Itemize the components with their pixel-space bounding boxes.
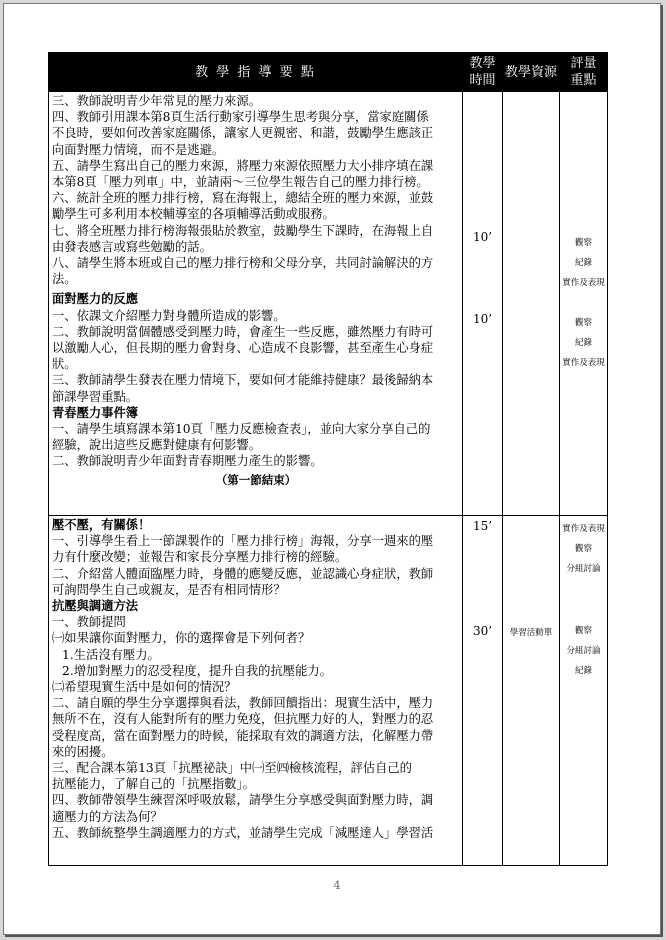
- text-line: 本第8頁「壓力列車」中，並請兩～三位學生報告自己的壓力排行榜。: [52, 175, 429, 190]
- text-line: 來的困擾。: [52, 744, 114, 759]
- page-number: 4: [333, 879, 341, 892]
- table-row: [49, 92, 608, 516]
- text-line: 無所不在，沒有人能對所有的壓力免疫，但抗壓力好的人，對壓力的忍: [52, 712, 434, 727]
- text-line: 三、教師說明青少年常見的壓力來源。: [52, 94, 262, 108]
- text-line: 狀。: [52, 357, 77, 372]
- header-guidance: 教 學 指 導 要 點: [49, 53, 463, 92]
- text-line: 不良時，要如何改善家庭關係，讓家人更親密、和諧，鼓勵學生應該正: [52, 126, 434, 141]
- text-line: 二、教師說明青少年面對青春期壓力產生的影響。: [52, 454, 323, 469]
- text-line: 六、統計全班的壓力排行榜，寫在海報上，總結全班的壓力來源，並鼓: [52, 191, 434, 206]
- text-line: 七、將全班壓力排行榜海報張貼於教室，鼓勵學生下課時，在海報上自: [52, 223, 434, 238]
- eval-item: 紀錄: [574, 338, 592, 348]
- table-row: [49, 516, 608, 866]
- eval-item: 觀察: [574, 544, 592, 554]
- evaluation-cell: [560, 516, 608, 866]
- text-line: 適壓力的方法為何？: [52, 809, 163, 824]
- time-value: 30’: [472, 624, 493, 638]
- paragraph-block: [52, 93, 460, 287]
- text-line: 二、介紹當人體面臨壓力時，身體的應變反應，並認識心身症狀，教師: [52, 566, 434, 581]
- guidance-cell: [49, 516, 463, 866]
- text-line: ㈡希望現實生活中是如何的情況？: [52, 680, 237, 695]
- header-resource: 教學資源: [503, 53, 560, 92]
- header-time: 教學 時間: [463, 53, 503, 92]
- text-line: 三、配合課本第13頁「抗壓祕訣」中㈠至㈣檢核流程，評估自己的: [52, 761, 412, 776]
- text-line: ㈠如果讓你面對壓力，你的選擇會是下列何者？: [52, 631, 311, 646]
- paragraph-block: [52, 679, 460, 841]
- text-line: 二、教師說明當個體感受到壓力時，會產生一些反應，雖然壓力有時可: [52, 324, 434, 339]
- resource-cell: [503, 516, 560, 866]
- eval-item: 實作及表現: [562, 358, 605, 368]
- document-page: [3, 3, 661, 935]
- time-value: 15’: [472, 519, 493, 533]
- evaluation-cell: [560, 92, 608, 516]
- option-item: 1.生活沒有壓力。: [62, 647, 160, 662]
- table-header-row: [49, 53, 608, 92]
- text-line: 節課學習重點。: [52, 389, 139, 404]
- eval-item: 觀察: [574, 626, 592, 636]
- section-heading: 抗壓與調適方法: [52, 598, 139, 614]
- option-list: [52, 647, 460, 679]
- text-line: 八、請學生將本班或自己的壓力排行榜和父母分享，共同討論解決的方: [52, 256, 434, 271]
- paragraph-block: [52, 308, 460, 405]
- text-line: 抗壓能力，了解自己的「抗壓指數」。: [52, 777, 255, 792]
- text-line: 受程度高，當在面對壓力的時候，能採取有效的調適方法，化解壓力帶: [52, 728, 434, 743]
- section-heading: 青春壓力事件簿: [52, 404, 139, 420]
- text-line: 一、教師提問: [52, 615, 126, 630]
- time-cell: [463, 516, 503, 866]
- eval-item: 觀察: [574, 238, 592, 248]
- paragraph-block: [52, 614, 460, 646]
- resource-item: 學習活動單: [509, 628, 553, 638]
- text-line: 五、教師統整學生調適壓力的方式，並請學生完成「減壓達人」學習活: [52, 825, 434, 840]
- text-line: 由發表感言或寫些勉勵的話。: [52, 239, 212, 254]
- text-line: 五、請學生寫出自己的壓力來源，將壓力來源依照壓力大小排序填在課: [52, 158, 434, 173]
- time-value: 10’: [472, 312, 493, 326]
- section-end-mark: （第一節結束）: [215, 472, 297, 487]
- text-line: 一、請學生填寫課本第10頁「壓力反應檢查表」，並向大家分享自己的: [52, 422, 431, 437]
- paragraph-block: [52, 421, 460, 470]
- text-line: 以激勵人心，但長期的壓力會對身、心造成不良影響，甚至產生心身症: [52, 341, 434, 356]
- text-line: 四、教師引用課本第8頁生活行動家引導學生思考與分享，當家庭關係: [52, 110, 429, 125]
- text-line: 向面對壓力情境，而不是逃避。: [52, 142, 225, 157]
- section-heading: 壓不壓，有關係！: [52, 517, 151, 532]
- text-line: 一、引導學生看上一節課製作的「壓力排行榜」海報，分享一週來的壓: [52, 534, 434, 549]
- eval-item: 實作及表現: [562, 524, 605, 534]
- text-line: 可詢問學生自己或親友，是否有相同情形？: [52, 582, 286, 597]
- resource-cell: [503, 92, 560, 516]
- text-line: 力有什麼改變；並報告和家長分享壓力排行榜的經驗。: [52, 550, 348, 565]
- text-line: 四、教師帶領學生練習深呼吸放鬆，請學生分享感受與面對壓力時，調: [52, 793, 434, 808]
- header-evaluation: 評量 重點: [560, 53, 608, 92]
- text-line: 經驗，說出這些反應對健康有何影響。: [52, 438, 262, 453]
- eval-item: 實作及表現: [562, 278, 605, 288]
- eval-item: 紀錄: [574, 258, 592, 268]
- eval-item: 分組討論: [566, 646, 601, 656]
- text-line: 勵學生可多利用本校輔導室的各項輔導活動或服務。: [52, 207, 335, 222]
- text-line: 法。: [52, 272, 77, 287]
- text-line: 三、教師請學生發表在壓力情境下，要如何才能維持健康？最後歸納本: [52, 373, 434, 388]
- eval-item: 分組討論: [566, 564, 601, 574]
- lesson-plan-table: [48, 52, 608, 866]
- guidance-cell: [49, 92, 463, 516]
- section-heading: 面對壓力的反應: [52, 291, 139, 307]
- text-line: 二、請自願的學生分享選擇與看法，教師回饋指出：現實生活中，壓力: [52, 696, 434, 711]
- eval-item: 紀錄: [574, 666, 592, 676]
- time-value: 10’: [472, 230, 493, 244]
- eval-item: 觀察: [574, 318, 592, 328]
- time-cell: [463, 92, 503, 516]
- text-line: 一、依課文介紹壓力對身體所造成的影響。: [52, 308, 286, 323]
- option-item: 2.增加對壓力的忍受程度，提升自我的抗壓能力。: [62, 663, 332, 678]
- paragraph-block: [52, 533, 460, 598]
